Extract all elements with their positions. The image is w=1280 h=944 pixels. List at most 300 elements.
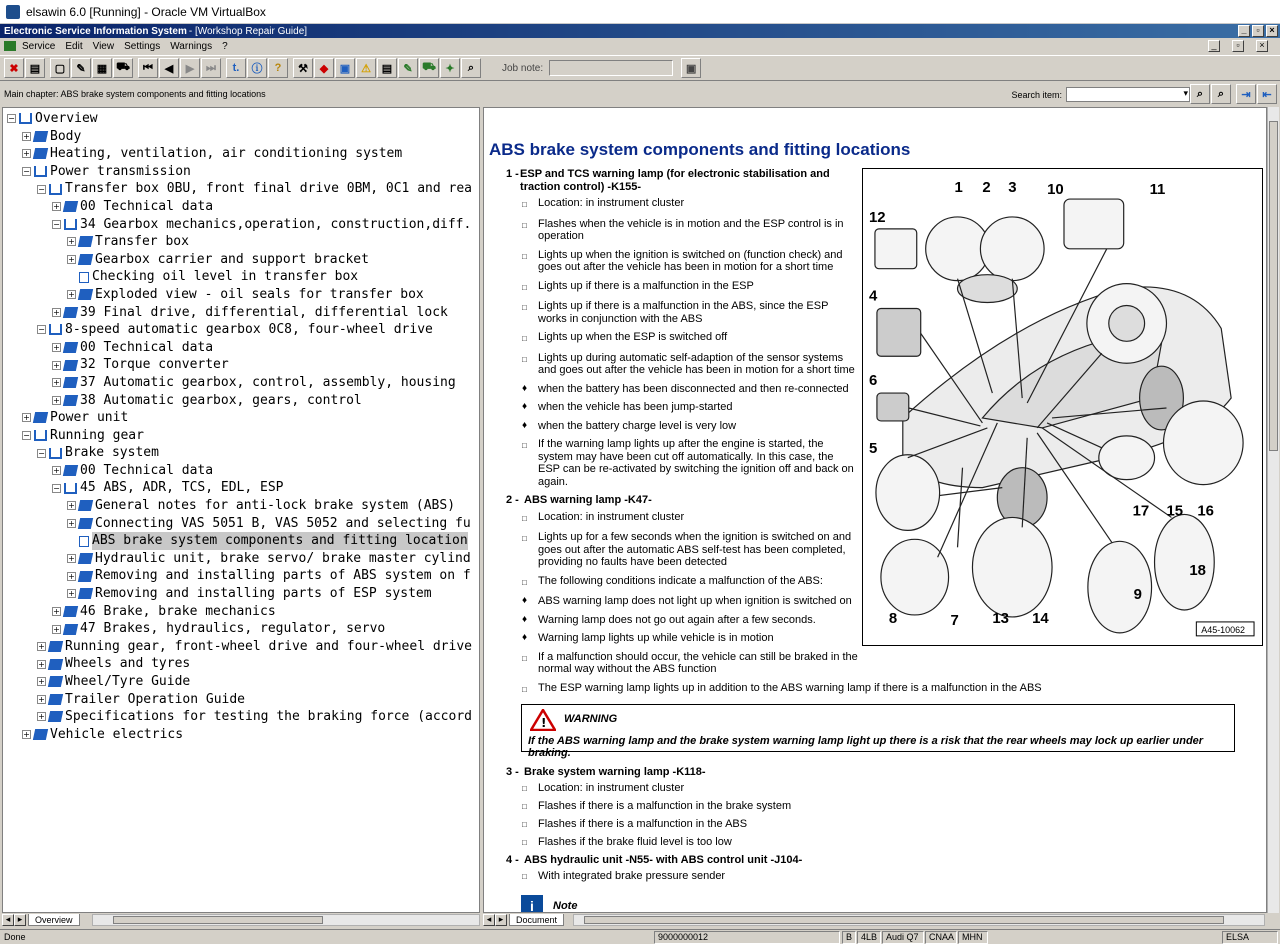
- warning-text: If the ABS warning lamp and the brake system warning lamp light up there is a risk that the rear wheels may lock up earlier under braking.: [528, 735, 1204, 759]
- tree-node-label: Power transmission: [50, 163, 191, 179]
- expand-icon[interactable]: +: [53, 378, 60, 388]
- svg-text:4: 4: [868, 287, 878, 305]
- list-item: [522, 401, 858, 414]
- svg-text:18: 18: [1189, 562, 1206, 580]
- svg-text:10: 10: [1047, 181, 1064, 199]
- list-item: [522, 438, 858, 488]
- menu-service[interactable]: Service: [22, 40, 56, 52]
- menu-warnings[interactable]: Warnings: [170, 40, 213, 52]
- tree-node[interactable]: [3, 444, 479, 462]
- square-bullet-icon: □: [522, 282, 527, 292]
- menu-settings[interactable]: Settings: [124, 40, 161, 52]
- list-item: [522, 782, 1206, 794]
- tree-node[interactable]: [3, 497, 479, 515]
- minimize-button[interactable]: _: [1238, 25, 1250, 37]
- search-label: Search item:: [1011, 89, 1062, 100]
- tree-node[interactable]: [3, 673, 479, 691]
- menu-edit[interactable]: Edit: [65, 40, 83, 52]
- list-item: [522, 818, 1206, 830]
- svg-text:1: 1: [954, 179, 963, 197]
- svg-text:2: 2: [982, 179, 991, 197]
- list-item: [522, 218, 858, 243]
- open-book-icon: [64, 483, 77, 494]
- tree-node-label: Wheel/Tyre Guide: [65, 674, 191, 689]
- expand-icon[interactable]: +: [53, 343, 60, 353]
- document-page-icon: [79, 536, 89, 547]
- vehicle-icon[interactable]: ⛟: [113, 58, 133, 78]
- back-link-icon[interactable]: t.: [226, 58, 246, 78]
- workshop-icon[interactable]: ▣: [335, 58, 355, 78]
- tree-node-label: ABS brake system components and fitting location: [92, 533, 468, 549]
- svg-text:6: 6: [868, 372, 878, 390]
- svg-text:11: 11: [1149, 181, 1166, 199]
- tree-node[interactable]: [3, 567, 479, 585]
- tab-scroll-left[interactable]: ◂: [2, 914, 14, 926]
- tree-node[interactable]: [3, 620, 479, 638]
- expand-icon[interactable]: +: [68, 290, 75, 300]
- tree-node-label: 8-speed automatic gearbox 0C8, four-wheel drive: [65, 322, 433, 338]
- closed-book-icon: [63, 377, 78, 388]
- tree-node-label: 00 Technical data: [80, 198, 214, 214]
- expand-icon[interactable]: +: [23, 730, 30, 740]
- tree-node[interactable]: [3, 268, 479, 286]
- tree-node[interactable]: [3, 145, 479, 163]
- left-tabs: [2, 913, 480, 927]
- square-bullet-icon: □: [522, 513, 527, 523]
- document-vscrollbar[interactable]: [1267, 107, 1279, 913]
- list-item: [522, 249, 858, 274]
- list-item: [522, 300, 858, 325]
- square-bullet-icon: □: [522, 441, 527, 450]
- job-note: [502, 58, 702, 78]
- list-item: [522, 682, 1222, 697]
- section-3-heading: 3 - Brake system warning lamp -K118-: [506, 766, 706, 778]
- section-2-heading: 2 - ABS warning lamp -K47-: [506, 494, 652, 506]
- tree-node-label: Power unit: [50, 410, 129, 426]
- tree-node-label: Removing and installing parts of ESP system: [95, 586, 432, 602]
- section-4-heading: 4 - ABS hydraulic unit -N55- with ABS control unit -J104-: [506, 854, 803, 866]
- expand-icon[interactable]: +: [23, 413, 30, 423]
- list-item-text: With integrated brake pressure sender: [538, 870, 726, 882]
- list-item-text: Flashes if there is a malfunction in the ABS: [538, 818, 748, 830]
- status-text: Done: [4, 932, 26, 942]
- warning-triangle-icon: [530, 709, 556, 731]
- svg-text:7: 7: [950, 611, 959, 629]
- expand-icon[interactable]: +: [53, 606, 60, 616]
- find-icon[interactable]: ⌕: [1190, 84, 1210, 104]
- closed-book-icon: [78, 588, 93, 599]
- list-item-text: Lights up if there is a malfunction in the ABS, since the ESP works in conjunction with the ABS: [538, 300, 829, 325]
- svg-text:14: 14: [1032, 609, 1049, 627]
- tree-node-label: 34 Gearbox mechanics,operation, construction,diff.: [80, 216, 472, 232]
- tree-node-label: Body: [50, 128, 82, 144]
- expand-icon[interactable]: +: [68, 554, 75, 564]
- print-icon[interactable]: ▤: [25, 58, 45, 78]
- warning-icon[interactable]: ⚠: [356, 58, 376, 78]
- square-bullet-icon: □: [522, 838, 527, 847]
- diamond-bullet-icon: ♦: [522, 613, 528, 625]
- list-item-text: Flashes if the brake fluid level is too low: [538, 836, 732, 848]
- tree-node[interactable]: [3, 462, 479, 480]
- expand-icon[interactable]: +: [38, 642, 45, 652]
- expand-icon[interactable]: +: [23, 131, 30, 141]
- tree-node-label: 47 Brakes, hydraulics, regulator, servo: [80, 621, 386, 637]
- tree-node[interactable]: [3, 286, 479, 304]
- closed-book-icon: [48, 641, 63, 652]
- job-note-field[interactable]: [549, 60, 673, 76]
- exit-icon[interactable]: ✖: [4, 58, 24, 78]
- expand-icon[interactable]: +: [23, 149, 30, 159]
- open-book-icon: [49, 324, 62, 335]
- document-body-continued: [506, 766, 1206, 888]
- closed-book-icon: [78, 289, 93, 300]
- note-icon: i: [521, 895, 543, 913]
- toolbar: [0, 55, 1280, 81]
- tree-node[interactable]: [3, 110, 479, 128]
- tree-node[interactable]: [3, 427, 479, 445]
- help-icon[interactable]: ?: [268, 58, 288, 78]
- tree-node-label: Brake system: [65, 445, 159, 461]
- list-item: [522, 651, 858, 676]
- square-bullet-icon: □: [522, 200, 527, 209]
- pen-icon[interactable]: ✎: [398, 58, 418, 78]
- list-item: [522, 331, 858, 346]
- app-title: Electronic Service Information System: [4, 25, 187, 37]
- tree-node[interactable]: [3, 321, 479, 339]
- diamond-bullet-icon: ♦: [522, 401, 528, 412]
- list-item-text: Location: in instrument cluster: [538, 197, 685, 209]
- tree-node[interactable]: [3, 691, 479, 709]
- doc-minimize-button[interactable]: _: [1208, 40, 1220, 52]
- last-page-icon[interactable]: ⏭: [201, 58, 221, 78]
- svg-text:3: 3: [1008, 179, 1017, 197]
- status-gearbox: MHN: [958, 931, 988, 944]
- app-title-bar: [0, 24, 1280, 38]
- expand-icon[interactable]: +: [53, 624, 60, 634]
- collapse-icon[interactable]: −: [53, 219, 60, 229]
- expand-icon[interactable]: +: [68, 571, 75, 581]
- components-diagram: [862, 168, 1263, 646]
- open-book-icon: [34, 166, 47, 177]
- square-bullet-icon: □: [522, 577, 527, 587]
- tree-node-label: 00 Technical data: [80, 462, 214, 478]
- open-book-icon: [49, 448, 62, 459]
- square-bullet-icon: □: [522, 354, 527, 364]
- document-page-icon: [79, 272, 89, 283]
- list-item: [522, 836, 1206, 848]
- expand-icon[interactable]: +: [68, 237, 75, 247]
- expand-icon[interactable]: +: [38, 659, 45, 669]
- section-1-heading: 1 - ESP and TCS warning lamp (for electronic stabilisation and traction control) -K155-: [506, 168, 830, 193]
- square-bullet-icon: □: [522, 334, 527, 343]
- closed-book-icon: [78, 500, 93, 511]
- tree-node[interactable]: [3, 726, 479, 744]
- menu-view[interactable]: View: [92, 40, 115, 52]
- tree-node-label: Wheels and tyres: [65, 656, 191, 672]
- main-chapter-label: Main chapter: ABS brake system components and fitting locations: [4, 89, 266, 99]
- close-button[interactable]: ×: [1266, 25, 1278, 37]
- closed-book-icon: [48, 676, 63, 687]
- save-icon[interactable]: ▤: [377, 58, 397, 78]
- status-order-number: 9000000012: [654, 931, 840, 944]
- closed-book-icon: [48, 711, 63, 722]
- section-3-items: [506, 782, 1206, 848]
- job-note-edit-icon[interactable]: ▣: [681, 58, 701, 78]
- tree-node-label: Running gear, front-wheel drive and four-wheel drive: [65, 638, 472, 654]
- svg-text:8: 8: [888, 609, 898, 627]
- virtualbox-title-bar: [0, 0, 1280, 24]
- svg-text:15: 15: [1166, 502, 1184, 520]
- search-area: [1011, 87, 1190, 102]
- tree-node-label: 45 ABS, ADR, TCS, EDL, ESP: [80, 480, 284, 496]
- tree-node[interactable]: [3, 585, 479, 603]
- closed-book-icon: [63, 342, 78, 353]
- collapse-icon[interactable]: −: [38, 448, 45, 458]
- previous-page-icon[interactable]: ◀: [159, 58, 179, 78]
- expand-icon[interactable]: +: [53, 360, 60, 370]
- collapse-icon[interactable]: −: [38, 184, 45, 194]
- diamond-bullet-icon: ♦: [522, 632, 528, 643]
- doc-hscrollbar[interactable]: [573, 914, 1265, 926]
- list-item-text: The following conditions indicate a malfunction of the ABS:: [538, 574, 823, 587]
- closed-book-icon: [33, 729, 48, 740]
- list-item: [522, 870, 1206, 882]
- tree-node-label: 38 Automatic gearbox, gears, control: [80, 392, 362, 408]
- square-bullet-icon: □: [522, 684, 527, 694]
- expand-icon[interactable]: +: [38, 712, 45, 722]
- expand-icon[interactable]: +: [38, 677, 45, 687]
- job-note-label: Job note:: [502, 62, 544, 74]
- square-bullet-icon: □: [522, 784, 527, 793]
- tree-node[interactable]: [3, 180, 479, 198]
- closed-book-icon: [33, 131, 48, 142]
- square-bullet-icon: □: [522, 820, 527, 829]
- list-item-text: Lights up for a few seconds when the ignition is switched on and goes out after the automatic ABS self-test has been completed, providing no faults have been detected: [538, 531, 852, 568]
- closed-book-icon: [63, 307, 78, 318]
- tree-node[interactable]: [3, 163, 479, 181]
- list-item: [522, 280, 858, 295]
- sync-right-icon[interactable]: ⇥: [1236, 84, 1256, 104]
- new-document-icon[interactable]: ▢: [50, 58, 70, 78]
- list-item: [522, 531, 858, 569]
- closed-book-icon: [78, 518, 93, 529]
- closed-book-icon: [63, 360, 78, 371]
- tree-node[interactable]: [3, 708, 479, 726]
- closed-book-icon: [63, 606, 78, 617]
- car-icon[interactable]: ⛟: [419, 58, 439, 78]
- closed-book-icon: [33, 148, 48, 159]
- tab-document[interactable]: Document: [509, 914, 564, 926]
- doc-tab-scroll-right[interactable]: ▸: [495, 914, 507, 926]
- warning-label: WARNING: [564, 713, 618, 725]
- menu-help[interactable]: ?: [222, 40, 228, 52]
- maximize-button[interactable]: ▫: [1252, 25, 1264, 37]
- list-item-text: when the vehicle has been jump-started: [538, 401, 733, 413]
- tree-node[interactable]: [3, 638, 479, 656]
- tree-node[interactable]: [3, 409, 479, 427]
- tree-node[interactable]: [3, 233, 479, 251]
- tree-node[interactable]: [3, 198, 479, 216]
- list-item-text: Lights up when the ignition is switched on (function check) and goes out after the vehicle has been in motion for a short time: [538, 248, 843, 273]
- expand-icon[interactable]: +: [38, 694, 45, 704]
- tree-node[interactable]: [3, 356, 479, 374]
- list-item: [522, 800, 1206, 812]
- square-bullet-icon: □: [522, 653, 527, 663]
- square-bullet-icon: □: [522, 872, 527, 881]
- gear-tool-icon[interactable]: ✦: [440, 58, 460, 78]
- svg-text:9: 9: [1133, 586, 1142, 604]
- tree-node[interactable]: [3, 532, 479, 550]
- tree-node[interactable]: [3, 392, 479, 410]
- tree-node-label: Transfer box: [95, 234, 189, 250]
- search-doc-icon[interactable]: ⌕: [461, 58, 481, 78]
- expand-icon[interactable]: +: [53, 202, 60, 212]
- warning-box: [521, 704, 1235, 759]
- navigation-tree: [3, 108, 479, 743]
- first-page-icon[interactable]: ⏮: [138, 58, 158, 78]
- app-menu-icon[interactable]: [4, 41, 16, 51]
- tree-node[interactable]: [3, 655, 479, 673]
- list-item-text: Location: in instrument cluster: [538, 782, 685, 794]
- list-item-text: Lights up during automatic self-adaption of the sensor systems and goes out after the vehicle has been in motion for a short time: [538, 351, 855, 376]
- list-item-text: If the warning lamp lights up after the engine is started, the system may have been cut off automatically. In this case, the ESP can be re-activated by switching the ignition off and back on again.: [538, 438, 854, 488]
- collapse-icon[interactable]: −: [53, 483, 60, 493]
- closed-book-icon: [33, 412, 48, 423]
- list-item: [522, 383, 858, 396]
- expand-icon[interactable]: +: [53, 395, 60, 405]
- list-item-text: Lights up if there is a malfunction in the ESP: [538, 279, 754, 292]
- tree-node-label: Exploded view - oil seals for transfer box: [95, 286, 424, 302]
- tools-icon[interactable]: ⚒: [293, 58, 313, 78]
- list-item-text: The ESP warning lamp lights up in addition to the ABS warning lamp if there is a malfunction in the ABS: [538, 681, 1042, 694]
- navigation-tree-pane: [2, 107, 480, 913]
- tab-scroll-right[interactable]: ▸: [14, 914, 26, 926]
- note-label: Note: [553, 900, 578, 912]
- section-1-items: [506, 197, 858, 488]
- list-item-text: when the battery has been disconnected and then re-connected: [538, 382, 849, 395]
- expand-icon[interactable]: +: [68, 255, 75, 265]
- status-engine: CNAA: [925, 931, 957, 944]
- list-item-text: Flashes when the vehicle is in motion and the ESP control is in operation: [538, 217, 844, 242]
- list-item: [522, 575, 858, 590]
- list-item: [522, 352, 858, 377]
- square-bullet-icon: □: [522, 802, 527, 811]
- tree-node[interactable]: [3, 304, 479, 322]
- tree-node[interactable]: [3, 216, 479, 234]
- find-next-icon[interactable]: ⌕: [1211, 84, 1231, 104]
- collapse-icon[interactable]: −: [38, 325, 45, 335]
- tree-node-label: 32 Torque converter: [80, 357, 229, 373]
- left-hscrollbar[interactable]: [92, 914, 480, 926]
- svg-text:!: !: [541, 716, 547, 730]
- svg-text:13: 13: [992, 609, 1009, 627]
- list-item: [522, 511, 858, 526]
- tree-node[interactable]: [3, 251, 479, 269]
- list-item-text: Warning lamp lights up while vehicle is in motion: [538, 632, 774, 644]
- list-item-text: Warning lamp does not go out again after a few seconds.: [538, 613, 816, 626]
- expand-icon[interactable]: +: [68, 501, 75, 511]
- open-book-icon: [34, 430, 47, 441]
- open-book-icon: [19, 113, 32, 124]
- closed-book-icon: [48, 694, 63, 705]
- expand-icon[interactable]: +: [53, 466, 60, 476]
- edit-document-icon[interactable]: ✎: [71, 58, 91, 78]
- doc-maximize-button[interactable]: ▫: [1232, 40, 1244, 52]
- tree-node-label: 00 Technical data: [80, 339, 214, 355]
- next-page-icon[interactable]: ▶: [180, 58, 200, 78]
- doc-tab-scroll-left[interactable]: ◂: [483, 914, 495, 926]
- collapse-icon[interactable]: −: [23, 167, 30, 177]
- tab-overview[interactable]: Overview: [28, 914, 80, 926]
- expand-icon[interactable]: +: [68, 518, 75, 528]
- list-item-text: Flashes if there is a malfunction in the brake system: [538, 800, 792, 812]
- status-app: ELSA: [1222, 931, 1278, 944]
- list-item-text: Location: in instrument cluster: [538, 510, 685, 523]
- tree-node[interactable]: [3, 515, 479, 533]
- tree-node-label: 39 Final drive, differential, differential lock: [80, 304, 448, 320]
- svg-text:5: 5: [868, 439, 878, 457]
- list-item-text: ABS warning lamp does not light up when ignition is switched on: [538, 595, 852, 607]
- closed-book-icon: [78, 236, 93, 247]
- tree-node[interactable]: [3, 550, 479, 568]
- doc-close-button[interactable]: ×: [1256, 40, 1268, 52]
- collapse-icon[interactable]: −: [8, 114, 15, 124]
- search-combo[interactable]: [1066, 87, 1190, 102]
- expand-icon[interactable]: +: [53, 307, 60, 317]
- closed-book-icon: [78, 254, 93, 265]
- app-subtitle: - [Workshop Repair Guide]: [188, 25, 308, 37]
- square-bullet-icon: □: [522, 251, 527, 261]
- tree-node-label: 37 Automatic gearbox, control, assembly, housing: [80, 374, 456, 390]
- status-bar: [0, 929, 1280, 944]
- tree-node[interactable]: [3, 128, 479, 146]
- diamond-bullet-icon: ♦: [522, 382, 528, 394]
- book-icon[interactable]: ◆: [314, 58, 334, 78]
- closed-book-icon: [78, 553, 93, 564]
- right-tabs: [483, 913, 1279, 927]
- list-item: [522, 420, 858, 433]
- section-4-items: [506, 870, 1206, 882]
- tree-node-label: Removing and installing parts of ABS system on f: [95, 568, 471, 584]
- collapse-icon[interactable]: −: [23, 430, 30, 440]
- closed-book-icon: [63, 201, 78, 212]
- tree-node[interactable]: [3, 339, 479, 357]
- closed-book-icon: [63, 395, 78, 406]
- copy-document-icon[interactable]: ▦: [92, 58, 112, 78]
- closed-book-icon: [48, 659, 63, 670]
- document-title: ABS brake system components and fitting locations: [489, 140, 911, 159]
- diamond-bullet-icon: ♦: [522, 595, 528, 606]
- tree-node[interactable]: [3, 603, 479, 621]
- closed-book-icon: [78, 571, 93, 582]
- square-bullet-icon: □: [522, 303, 527, 312]
- closed-book-icon: [63, 465, 78, 476]
- svg-text:12: 12: [868, 208, 886, 226]
- tree-node-label: Connecting VAS 5051 B, VAS 5052 and selecting fu: [95, 515, 471, 531]
- tree-node-label: Trailer Operation Guide: [65, 691, 246, 707]
- tree-node-label: 46 Brake, brake mechanics: [80, 603, 276, 619]
- sync-left-icon[interactable]: ⇤: [1257, 84, 1277, 104]
- info-icon[interactable]: ⓘ: [247, 58, 267, 78]
- chapter-bar: [0, 84, 1280, 104]
- tree-node-label: Heating, ventilation, air conditioning system: [50, 146, 403, 162]
- tree-node-label: Checking oil level in transfer box: [92, 269, 359, 285]
- tree-node[interactable]: [3, 479, 479, 497]
- expand-icon[interactable]: +: [68, 589, 75, 599]
- tree-node-label: Running gear: [50, 427, 144, 443]
- list-item-text: If a malfunction should occur, the vehicle can still be braked in the normal way without the ABS function: [538, 650, 858, 675]
- tree-node[interactable]: [3, 374, 479, 392]
